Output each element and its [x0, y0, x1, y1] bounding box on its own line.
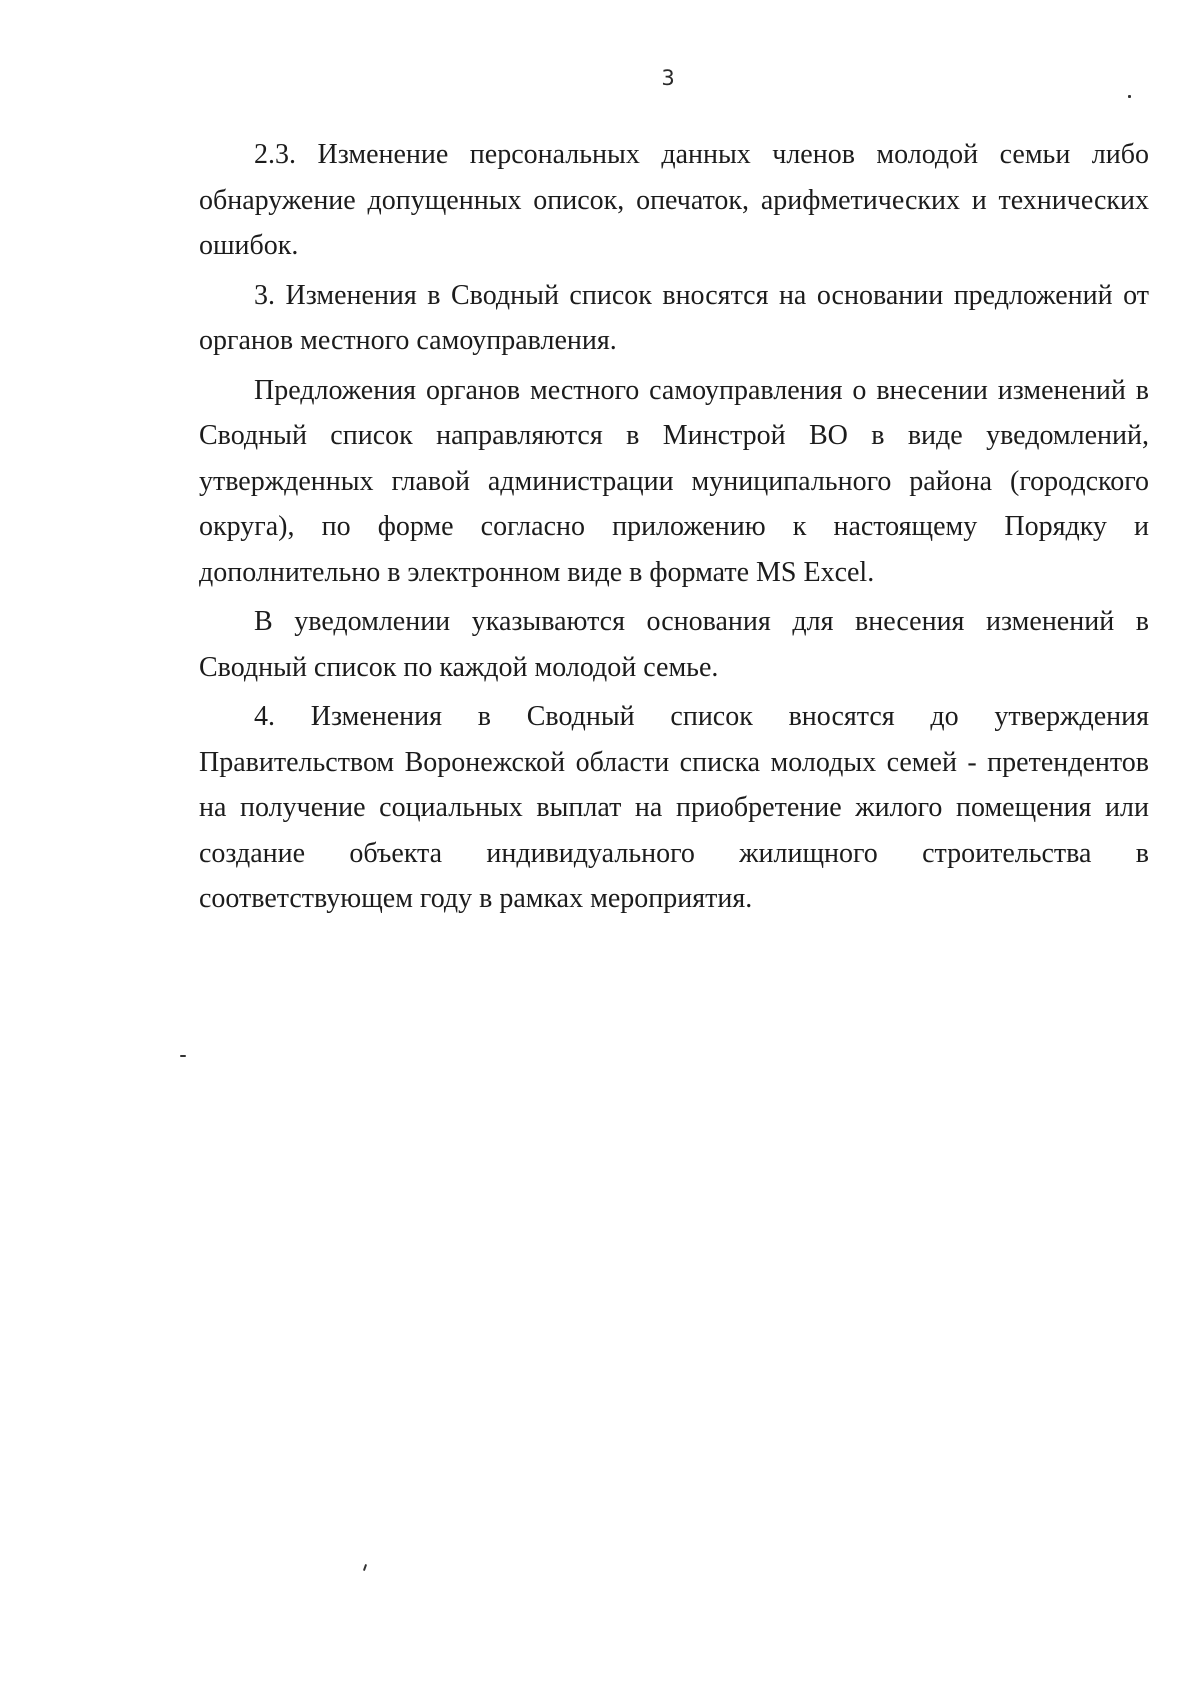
paragraph-notification: В уведомлении указываются основания для внесения изменений в Сводный список по каждой молодой семье.	[199, 606, 1149, 683]
page-number: 3	[661, 66, 675, 90]
paragraph-2-3: 2.3. Изменение персональных данных членов молодой семьи либо обнаружение допущенных описок, опечаток, арифметических и технических ошибок.	[199, 139, 1149, 261]
paragraph-proposals: Предложения органов местного самоуправления о внесении изменений в Сводный список направляются в Минстрой ВО в виде уведомлений, утвержденных главой администрации муниципального района (городского округа), по форме согласно приложению к настоящему Порядку и дополнительно в электронном виде в формате MS Excel.	[199, 374, 1149, 588]
scan-speck	[363, 1564, 367, 1571]
paragraph-3: 3. Изменения в Сводный список вносятся на основании предложений от органов местного самоуправления.	[199, 279, 1149, 356]
scan-speck	[1128, 95, 1131, 98]
scan-speck	[180, 1055, 186, 1057]
paragraph-4: 4. Изменения в Сводный список вносятся до утверждения Правительством Воронежской области списка молодых семей - претендентов на получение социальных выплат на приобретение жилого помещения или создание объекта индивидуального жилищного строительства в соответствующем году в рамках мероприятия.	[199, 701, 1149, 914]
document-body	[199, 132, 1149, 926]
